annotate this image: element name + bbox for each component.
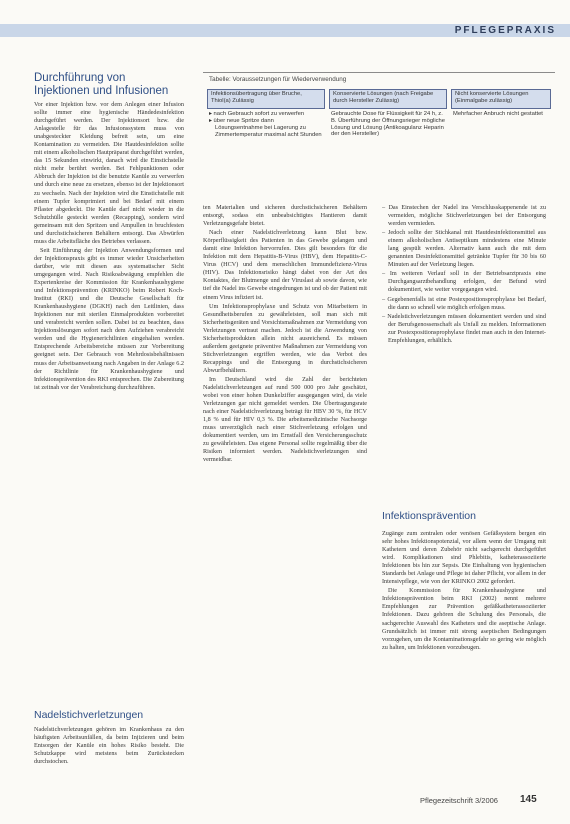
col2-paragraph-3: Um Infektionsprophylaxe und Schutz von Mitarbeitern in Gesundheitsberufen zu gewährleisten, soll man sich mit Sicherheitsgeräten und Vorsichtsmaßnahmen zur Vermeidung von Verletzungen vertraut machen. Jedoch ist die Anwendung von Sicherheitsprodukten allein nicht ausreichend. Es müssen außerdem geeignete präventive Maßnahmen zur Vermeidung von Stichverletzungen ergriffen werden, wie das Verbot des Recappings und die Entsorgung in durchstichsicheren Abwurfbehältern. [203, 302, 367, 374]
column-3 [382, 204, 546, 504]
col3-bullet-5: – Nadelstichverletzungen müssen dokumentiert werden und sind der Berufsgenossenschaft als Unfall zu melden. Informationen zur Postexpositionsprophylaxe findet man auch in den Internet-Empfehlungen, erhältlich. [382, 312, 546, 344]
column-2 [203, 204, 367, 784]
column-1-nadel [34, 726, 184, 784]
table-item: Mehrfacher Anbruch nicht gestattet [453, 111, 543, 117]
col2-paragraph-4: Im Deutschland wird die Zahl der berichteten Nadelstichverletzungen auf rund 500 000 pro Jahr geschätzt, wobei von einer hohen Dunkelziffer ausgegangen wird, da viele Verletzungen gar nicht gemeldet werden. Die Übertragungsrate nach einer Nadelstichverletzung beträgt für HBV 30 %, für HCV 1,8 % und für HIV 0,3 %. Die arbeitsmedizinische Nachsorge muss unverzüglich nach einer Stichverletzung erfolgen und dokumentiert werden, um im Ernstfall den Versicherungsschutz zu gewährleisten. Das eigene Personal sollte regelmäßig über die Risiken informiert werden. Nadelstichverletzungen sind vermeidbar. [203, 375, 367, 464]
table-item: Gebrauchte Dose für Flüssigkeit für 24 h, z. B. Überführung der Öffnungsrieger mögliche Lösung und Lösung (Antikoagulanz Heparin der den Hersteller) [331, 111, 445, 138]
section-title: PFLEGEPRAXIS [454, 25, 556, 36]
col2-paragraph-1: ten Materialien und sicheren durchstichsicheren Behältern entsorgt, sodass ein unbeabsichtigtes Hantieren damit Verletzungsgefahr bietet. [203, 204, 367, 228]
table-head-col3: Nicht konservierte Lösungen (Einmalgabe zulässig) [451, 89, 551, 109]
page-header [0, 0, 570, 40]
table-cell-col1 [209, 111, 323, 139]
table-caption: Tabelle: Voraussetzungen für Wiederverwendung [209, 76, 347, 83]
heading-main: Durchführung von Injektionen und Infusionen [34, 72, 169, 97]
table-cell-col2 [331, 111, 445, 139]
col3-infekt-paragraph-2: Die Kommission für Krankenhaushygiene und Infektionsprävention beim RKI (2002) nennt mehrere Empfehlungen zur Prävention gefäßkatheterassoziierter Infektionen. Dazu gehören die Schulung des Personals, die sachgerechte Auswahl des Katheters und die aseptische Anlage. Grundsätzlich ist immer mit streng aseptischen Bedingungen vorzugehen, um die Kontaminationsgefahr so gering wie möglich zu halten, um Infektionen vorzubeugen. [382, 587, 546, 651]
col2-paragraph-2: Nach einer Nadelstichverletzung kann Blut bzw. Körperflüssigkeit des Patienten in das Gewebe gelangen und damit eine Infektion hervorrufen. Dies gilt besonders für die Infektion mit dem Hepatitis-B-Virus (HBV), dem Hepatitis-C-Virus (HCV) und dem menschlichen Immundefizienz-Virus (HIV). Das Infektionsrisiko hängt dabei von der Art des Kontaktes, der Blutmenge und der Viruslast ab sowie davon, wie tief die Nadel ins Gewebe eingedrungen ist und ob der Patient mit einem Virus infiziert ist. [203, 229, 367, 301]
table-item: ▸ nach Gebrauch sofort zu verwerfen [209, 111, 305, 117]
table-cell-col3 [453, 111, 551, 118]
col1-nadel-paragraph: Nadelstichverletzungen gehören im Krankenhaus zu den häufigsten Arbeitsunfällen, da beim Injizieren und beim Entsorgen der Kanüle ein hohes Risiko besteht. Die Schutzkappe wird meistens beim Zurückstecken durchstochen. [34, 726, 184, 766]
col1-paragraph-2: Seit Einführung der Injektion Anwendungsformen und der Injektionspraxis gibt es immer wieder Unsicherheiten darüber, wie mit diesen aus systematischer Sicht umgegangen wird. Nach Risikoabwägung empfehlen die Expertenkreise der Kommission für Krankenhaushygiene und Infektionsprävention (KRINKO) beim Robert Koch-Institut (RKI) und die Deutsche Gesellschaft für Krankenhaushygiene (DGKH) nach den Leitlinien, dass Injektionen nur mit sterilen Einmalprodukten vorbereitet und verabreicht werden sollen. Dabei ist zu beachten, dass Injektionslösungen sofort nach dem Aufziehen verabreicht werden und die Hygienerichtlinien eingehalten werden. Entsprechende Arbeitsbereiche müssen zur Vorbereitung geeignet sein. Der Gebrauch von Mehrdosisbehältnissen muss der Arbeitsanweisung nach Angaben in der Anlage 6.2 der Richtlinie für Krankenhaushygiene und Infektionsprävention des RKI entsprechen. Die Zubereitung ist zeitnah vor der Verabreichung durchzuführen. [34, 246, 184, 391]
col3-bullet-1: – Das Einstechen der Nadel ins Verschlusskappenende ist zu vermeiden, mögliche Stichverletzungen bei der Entsorgung werden vermieden. [382, 204, 546, 228]
column-1 [34, 101, 184, 701]
col3-bullet-2: – Jedoch sollte der Stichkanal mit Hautdesinfektionsmittel aus einem alkoholischen Antiseptikum mindestens eine Minute lang gespült werden. Alternativ kann auch die mit dem genannten Desinfektionsmittel getränkte Tupfer für 30 bis 60 Minuten auf der Verletzung liegen. [382, 229, 546, 269]
col1-paragraph-1: Vor einer Injektion bzw. vor dem Anlegen einer Infusion sollte immer eine hygienische Händedesinfektion durchgeführt werden. Der Injektionsort bzw. die Anlagestelle für das Infusionssystem muss von unabgesteckter Kleidung befreit sein, um eine Kontamination zu vermeiden. Die Hautdesinfektion sollte mit einem alkoholischen Hautpräparat durchgeführt werden, das 15 Sekunden einwirkt, danach wird die Einstichstelle nicht mehr berührt werden. Bei Fehlpunktionen oder Abbruch der Injektion ist die benutzte Kanüle zu verwerfen und durch eine neue zu ersetzen, ebenso ist der Injektionsort zu wechseln. Nach der Injektion wird die Einstichstelle mit einem Tupfer komprimiert und bei Bedarf mit einem Pflaster abgedeckt. Die Kanüle darf nicht wieder in die Schutzhülle gesteckt werden (Recapping), sondern wird gemeinsam mit den Spritzen und Ampullen in bruchfesten und durchstichsicheren Behältern entsorgt. Das Abwürfen muss die Arbeitsfläche des Betriebes verlassen. [34, 101, 184, 245]
col3-bullet-4: – Gegebenenfalls ist eine Postexpositionsprophylaxe bei Bedarf, die dann so schnell wie möglich erfolgen muss. [382, 295, 546, 311]
hygiene-table [203, 72, 555, 199]
table-head-col1: Infektionsübertragung über Bruche, Thiol(a) Zulässig [207, 89, 325, 109]
page-number: 145 [520, 794, 537, 805]
table-head-col2: Konservierte Lösungen (nach Freigabe durch Hersteller Zulässig) [329, 89, 447, 109]
col3-infekt-paragraph-1: Zugänge zum zentralen oder venösen Gefäßsystem bergen ein sehr hohes Infektionspotenzial, vor allem wenn der Umgang mit Kathetern und deren Zubehör nicht sachgerecht durchgeführt wird. Komplikationen sind Phlebitis, katheterassoziierte Infektionen bis hin zur Sepsis. Die Einhaltung von hygienischen Standards bei Anlage und Pflege ist daher Pflicht, vor allem in der Intensivpflege, wie von der KRINKO 2002 gefordert. [382, 530, 546, 586]
journal-footer: Pflegezeitschrift 3/2006 [420, 796, 498, 805]
heading-infekt: Infektionsprävention [382, 510, 476, 522]
col3-bullet-3: – Im weiteren Verlauf soll in der Betriebsarztpraxis eine Durchgangsarztbehandlung erfolgen, der Befund wird dokumentiert, wie weiter vorgegangen wird. [382, 270, 546, 294]
heading-nadel: Nadelstichverletzungen [34, 709, 144, 721]
column-3-infekt [382, 530, 546, 785]
table-item: ▸ über neue Spritze dann Lösungsentnahme bei Lagerung zu Zimmertemperatur maximal acht Stunden [209, 118, 322, 138]
